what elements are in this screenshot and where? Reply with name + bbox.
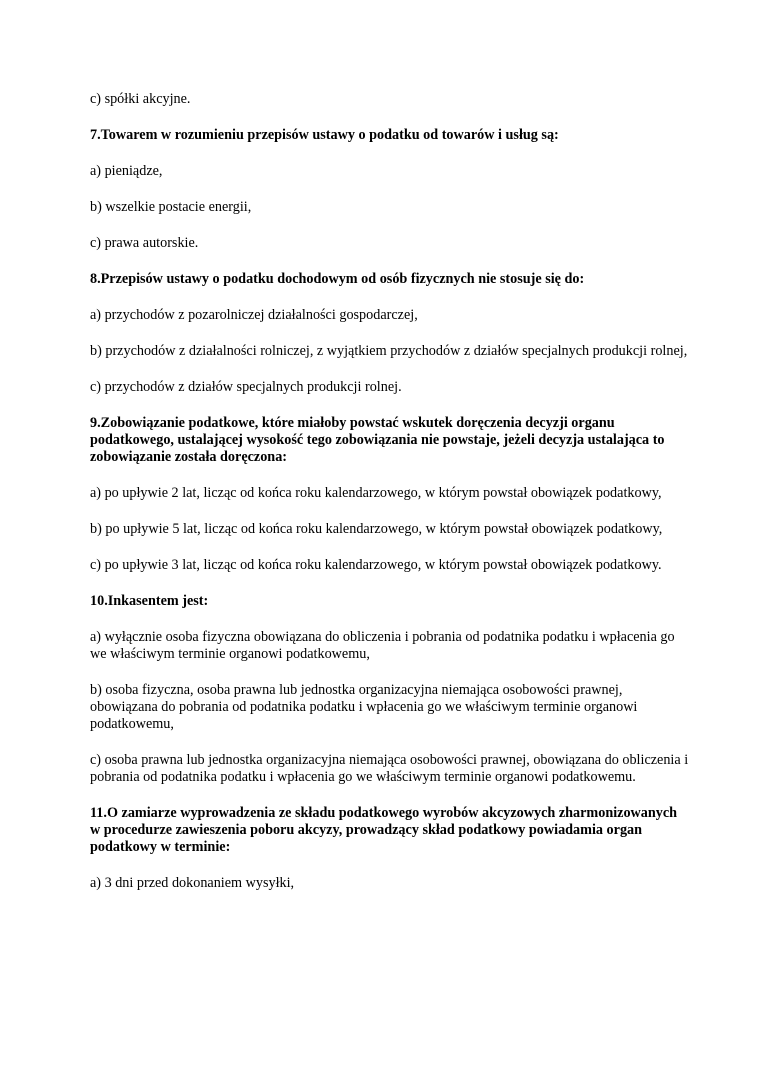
answer-8c: c) przychodów z działów specjalnych produkcji rolnej. — [90, 379, 402, 395]
answer-7c: c) prawa autorskie. — [90, 235, 199, 251]
answer-7b: b) wszelkie postacie energii, — [90, 199, 252, 215]
answer-8a: a) przychodów z pozarolniczej działalności gospodarczej, — [90, 307, 418, 323]
answer-9b: b) po upływie 5 lat, licząc od końca roku kalendarzowego, w którym powstał obowiązek podatkowy, — [90, 521, 663, 537]
answer-11a: a) 3 dni przed dokonaniem wysyłki, — [90, 875, 295, 891]
question-9: 9.Zobowiązanie podatkowe, które miałoby powstać wskutek doręczenia decyzji organu podatkowego, ustalającej wysokość tego zobowiązania nie powstaje, jeżeli decyzja ustalająca to zobowiązanie została doręczona: — [90, 415, 665, 465]
question-11: 11.O zamiarze wyprowadzenia ze składu podatkowego wyrobów akcyzowych zharmonizowanych w procedurze zawieszenia poboru akcyzy, prowadzący skład podatkowy powiadamia organ podatkowy w terminie: — [90, 805, 678, 855]
answer-8b: b) przychodów z działalności rolniczej, z wyjątkiem przychodów z działów specjalnych produkcji rolnej, — [90, 343, 688, 359]
question-7: 7.Towarem w rozumieniu przepisów ustawy o podatku od towarów i usług są: — [90, 127, 559, 143]
answer-7a: a) pieniądze, — [90, 163, 163, 179]
answer-6c: c) spółki akcyjne. — [90, 91, 191, 107]
question-10: 10.Inkasentem jest: — [90, 593, 209, 609]
answer-10b: b) osoba fizyczna, osoba prawna lub jednostka organizacyjna niemająca osobowości prawnej, obowiązana do pobrania od podatnika podatku i wpłacenia go we właściwym terminie organowi podatkowemu, — [90, 682, 638, 732]
answer-10a: a) wyłącznie osoba fizyczna obowiązana do obliczenia i pobrania od podatnika podatku i wpłacenia go we właściwym terminie organowi podatkowemu, — [90, 629, 675, 662]
answer-10c: c) osoba prawna lub jednostka organizacyjna niemająca osobowości prawnej, obowiązana do obliczenia i pobrania od podatnika podatku i wpłacenia go we właściwym terminie organowi podatkowemu. — [90, 752, 689, 785]
document-body — [90, 91, 690, 911]
question-8: 8.Przepisów ustawy o podatku dochodowym od osób fizycznych nie stosuje się do: — [90, 271, 585, 287]
answer-9c: c) po upływie 3 lat, licząc od końca roku kalendarzowego, w którym powstał obowiązek podatkowy. — [90, 557, 662, 573]
answer-9a: a) po upływie 2 lat, licząc od końca roku kalendarzowego, w którym powstał obowiązek podatkowy, — [90, 485, 662, 501]
